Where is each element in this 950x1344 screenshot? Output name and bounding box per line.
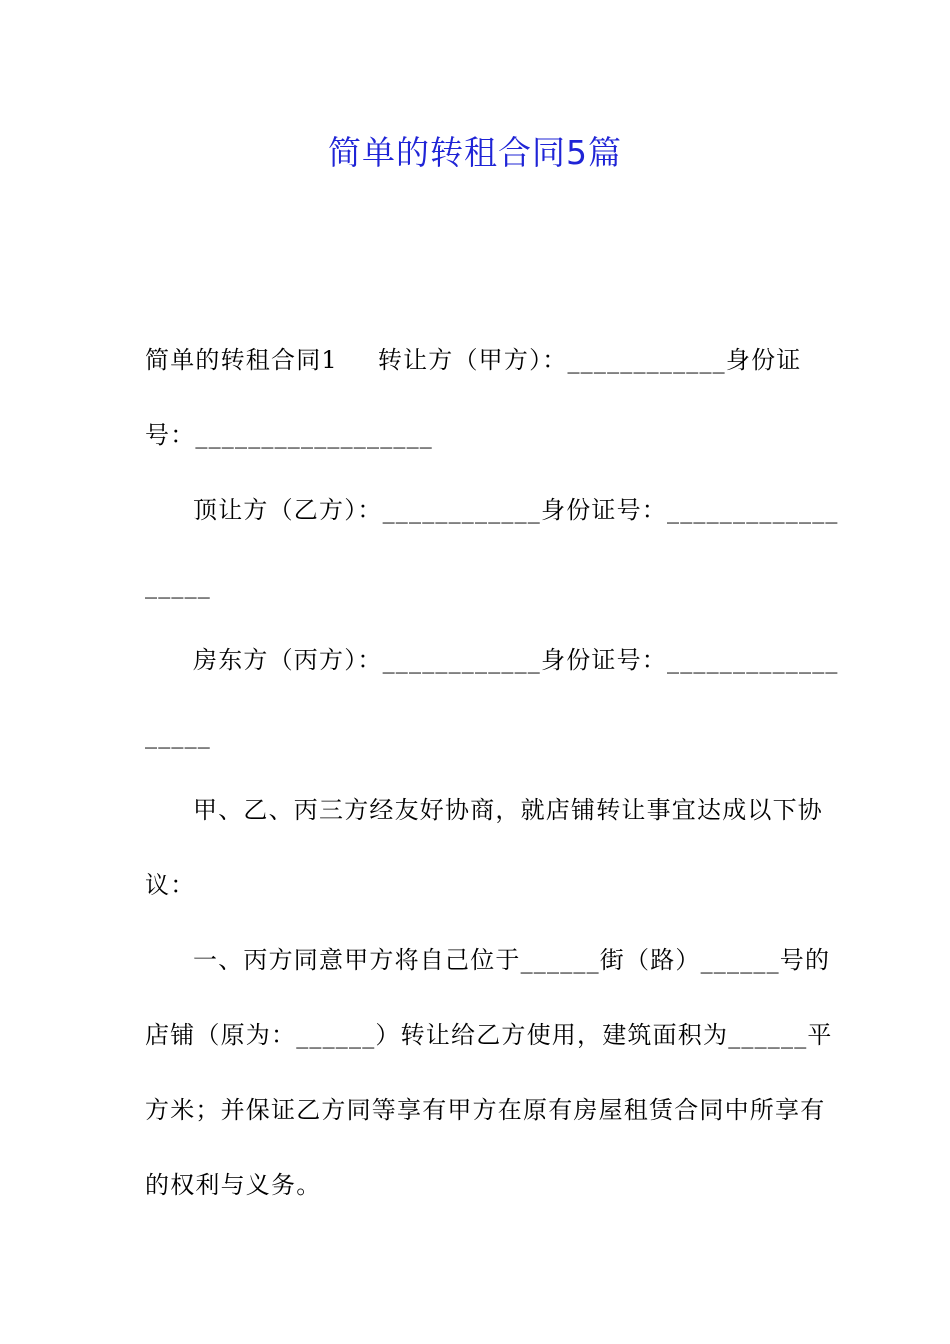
document-title: 简单的转租合同5篇: [328, 133, 622, 172]
transferor-label: 转让方（甲方）：____________身份证: [377, 346, 802, 374]
paragraph-line: 议：: [145, 871, 196, 899]
contract-heading-line: [145, 340, 807, 380]
paragraph-line: _____: [145, 571, 211, 599]
paragraph-line: 店铺（原为：______）转让给乙方使用，建筑面积为______平: [145, 1021, 833, 1049]
paragraph-line: 号：__________________: [145, 421, 433, 449]
paragraph-line: 的权利与义务。: [145, 1171, 322, 1199]
paragraph-line: 甲、乙、丙三方经友好协商，就店铺转让事宜达成以下协: [193, 796, 823, 824]
contract-subtitle: 简单的转租合同1: [145, 346, 338, 374]
paragraph-line: 房东方（丙方）：____________身份证号：_____________: [193, 646, 839, 674]
paragraph-line: _____: [145, 721, 211, 749]
paragraph-line: 方米；并保证乙方同等享有甲方在原有房屋租赁合同中所享有: [145, 1096, 826, 1124]
paragraph-line: 一、丙方同意甲方将自己位于______街（路）______号的: [193, 946, 831, 974]
paragraph-line: 顶让方（乙方）：____________身份证号：_____________: [193, 496, 839, 524]
